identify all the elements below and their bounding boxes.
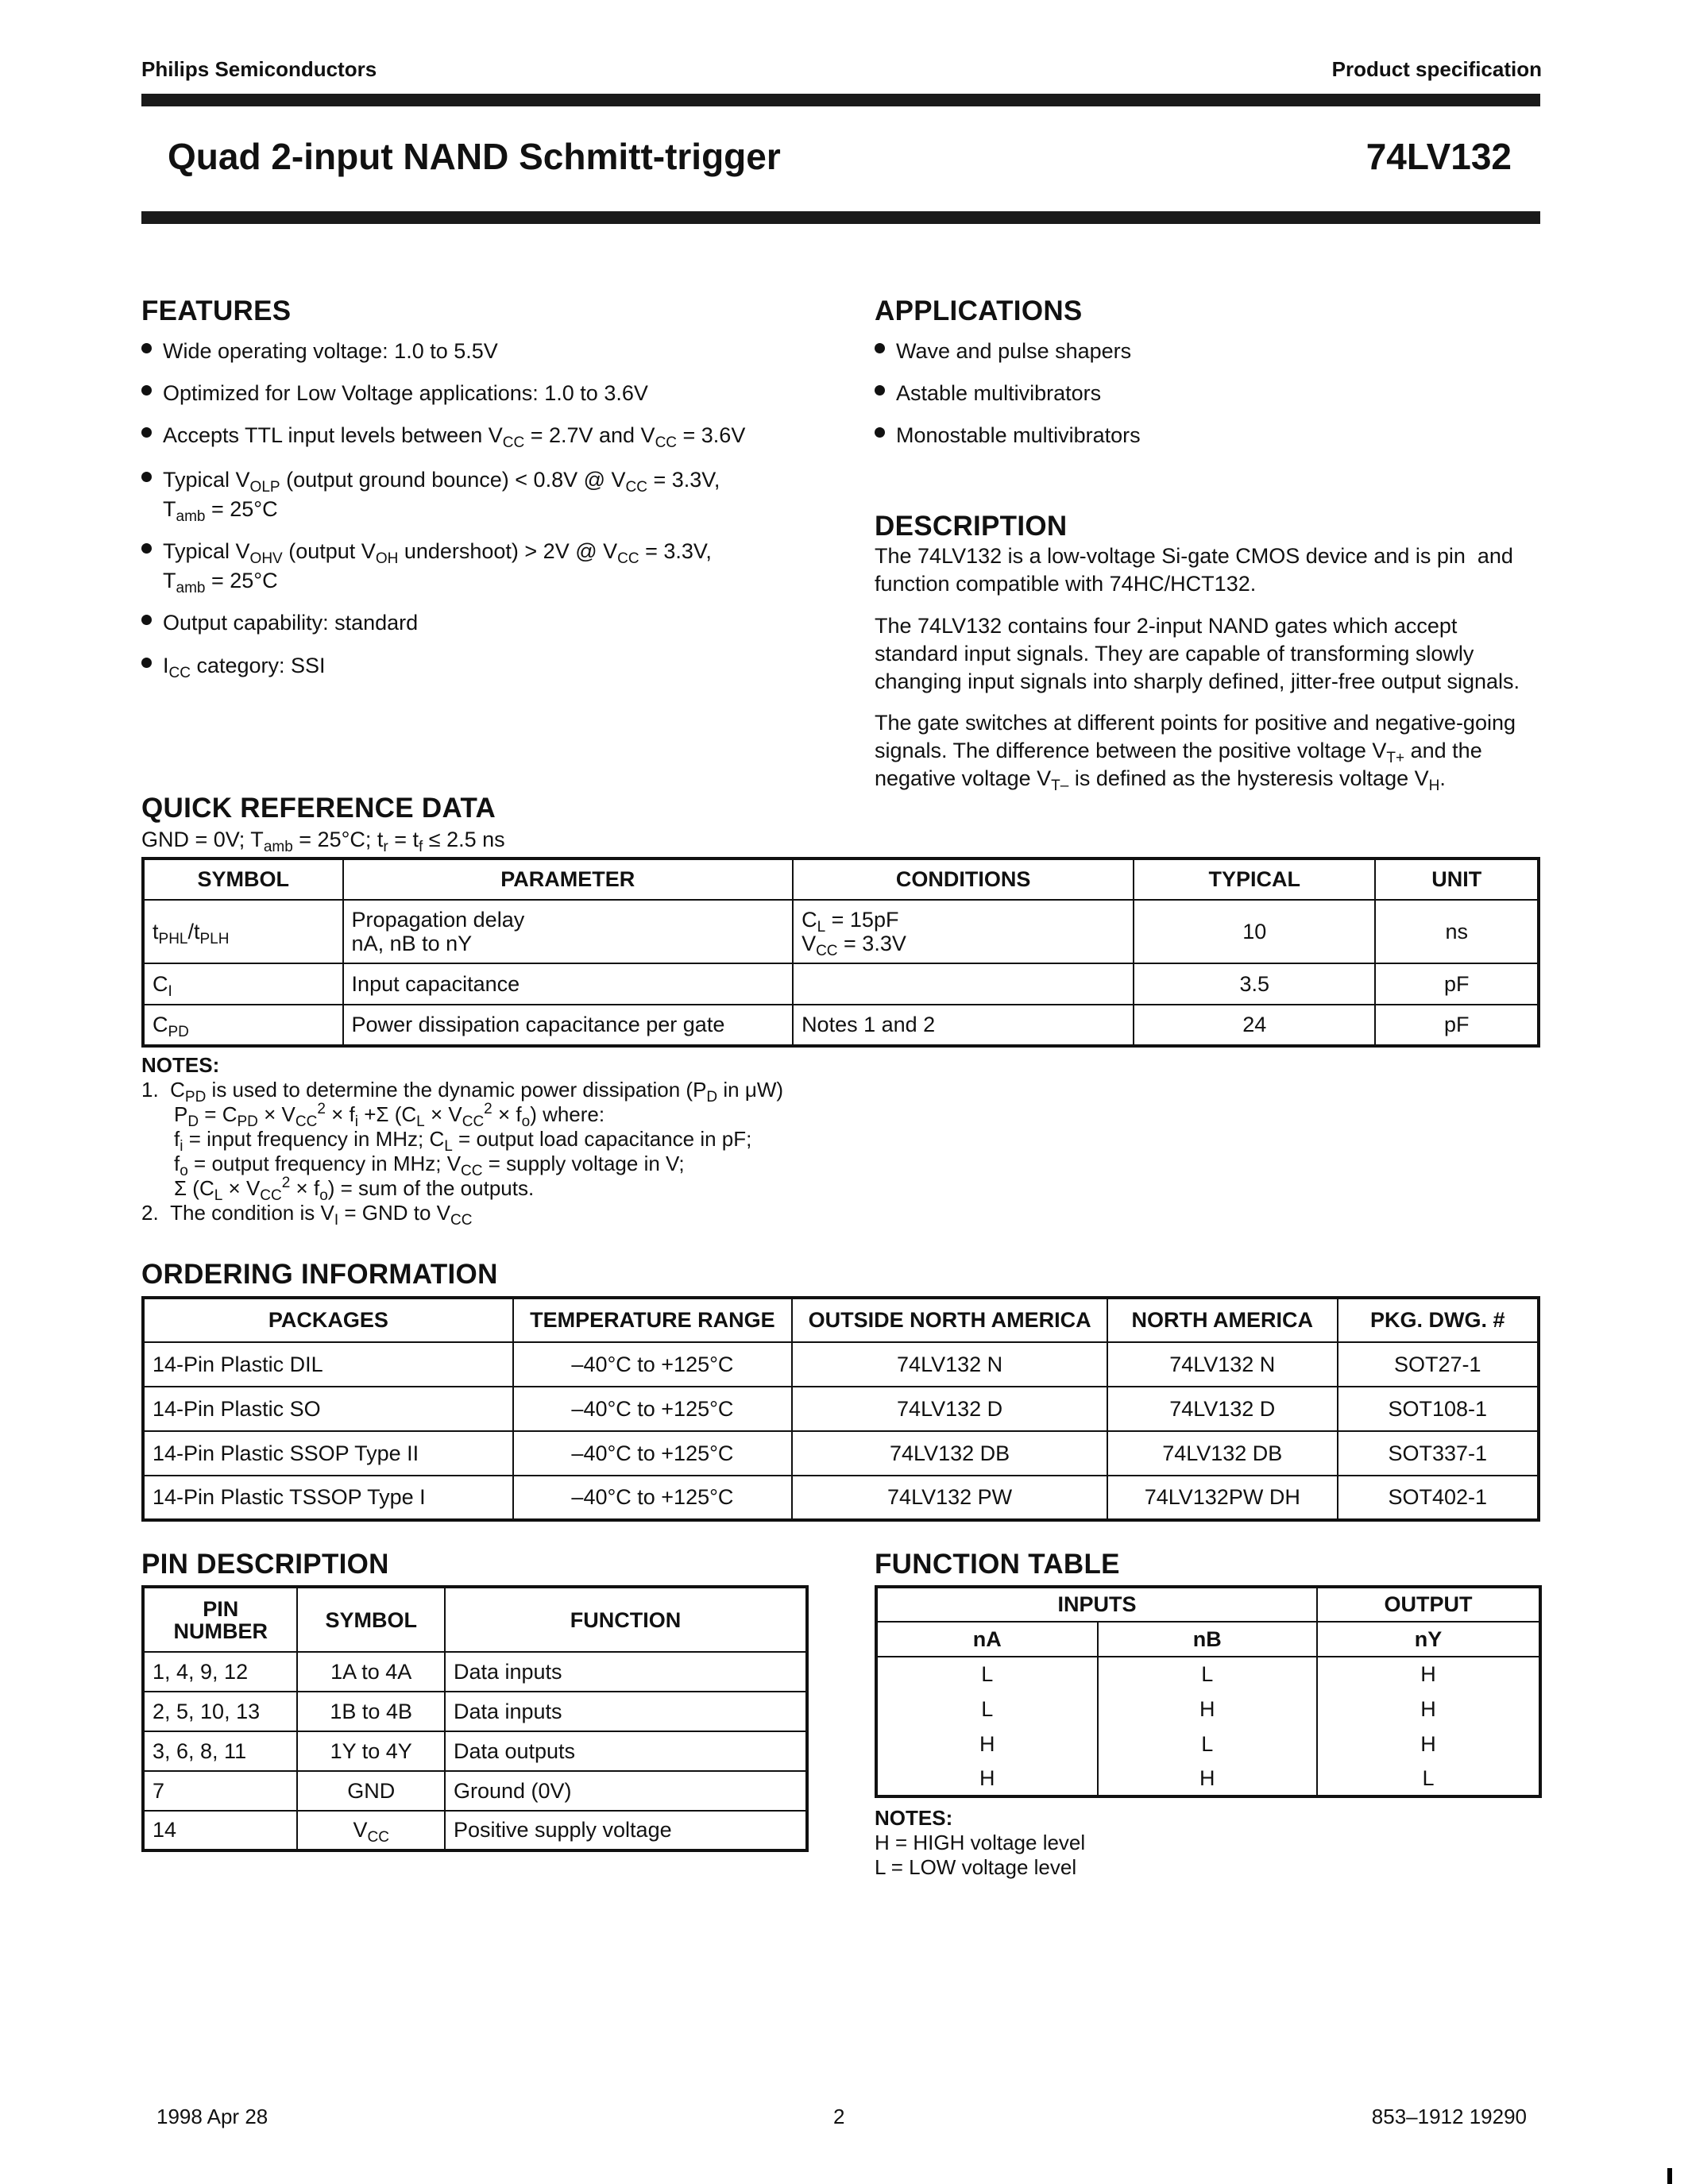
table-row bbox=[143, 1342, 1539, 1387]
bullet-icon bbox=[141, 343, 152, 353]
outside-na-cell: 74LV132 D bbox=[792, 1387, 1107, 1431]
description-heading: DESCRIPTION bbox=[875, 511, 1068, 542]
function-table bbox=[875, 1585, 1542, 1798]
column-header: PACKAGES bbox=[143, 1298, 513, 1342]
ordering-table bbox=[141, 1296, 1540, 1522]
outside-na-cell: 74LV132 DB bbox=[792, 1431, 1107, 1476]
inputs-group-header: INPUTS bbox=[876, 1587, 1317, 1622]
title-rule bbox=[141, 211, 1540, 224]
bullet-icon bbox=[141, 658, 152, 668]
na-cell: 74LV132 DB bbox=[1107, 1431, 1337, 1476]
column-header: nB bbox=[1098, 1622, 1318, 1657]
column-header: nA bbox=[876, 1622, 1098, 1657]
symbol-cell: $C_I$ bbox=[143, 963, 343, 1005]
column-header: PARAMETER bbox=[343, 859, 794, 900]
outside-na-cell: 74LV132 N bbox=[792, 1342, 1107, 1387]
conditions-cell: Notes 1 and 2 bbox=[793, 1005, 1134, 1046]
bullet-icon bbox=[141, 427, 152, 438]
input-b-cell: L bbox=[1098, 1657, 1318, 1692]
applications-heading: APPLICATIONS bbox=[875, 295, 1083, 326]
temperature-cell: –40°C to +125°C bbox=[513, 1387, 792, 1431]
note-item: $P_D = C_{PD} \times V_{CC}^2 \times f_i +\Sigma$ $(C_L \times V_{CC}^2 \times f_o)$ where: bbox=[174, 1101, 605, 1130]
parameter-cell: Propagation delay nA, nB to nY bbox=[343, 900, 794, 963]
column-header: FUNCTION bbox=[445, 1587, 807, 1652]
table-row bbox=[876, 1692, 1540, 1727]
outside-na-cell: 74LV132 PW bbox=[792, 1476, 1107, 1520]
table-row bbox=[143, 1811, 807, 1850]
input-a-cell: L bbox=[876, 1657, 1098, 1692]
input-a-cell: H bbox=[876, 1761, 1098, 1796]
features-heading: FEATURES bbox=[141, 295, 292, 326]
function-note-item: L = LOW voltage level bbox=[875, 1855, 1077, 1879]
note-item: Σ $(C_L \times V_{CC}^2 \times f_o)$ = sum of the outputs. bbox=[174, 1175, 535, 1204]
part-number: 74LV132 bbox=[1365, 136, 1512, 177]
parameter-cell: Power dissipation capacitance per gate bbox=[343, 1005, 794, 1046]
feature-item: $I_{CC}$ category: SSI bbox=[163, 654, 326, 681]
output-cell: H bbox=[1317, 1692, 1540, 1727]
package-cell: 14-Pin Plastic TSSOP Type I bbox=[143, 1476, 513, 1520]
description-paragraph: The 74LV132 is a low-voltage Si-gate CMOS device and is pin and function compatible with 74HC/HCT132. bbox=[875, 544, 1513, 596]
temperature-cell: –40°C to +125°C bbox=[513, 1476, 792, 1520]
table-row bbox=[143, 1731, 807, 1771]
bullet-icon bbox=[875, 427, 885, 438]
pin-number-cell: 14 bbox=[143, 1811, 297, 1850]
table-row bbox=[143, 1771, 807, 1811]
output-cell: H bbox=[1317, 1657, 1540, 1692]
description-paragraph: The 74LV132 contains four 2-input NAND gates which accept standard input signals. They are capable of transforming slowly changing input signals into sharply defined, jitter-free output signals. bbox=[875, 614, 1520, 693]
column-header: PKG. DWG. # bbox=[1338, 1298, 1539, 1342]
quick-reference-conditions: GND = 0V; $T_{amb} = 25^\circ C$; $t_r = t_f \le 2.5$ ns bbox=[141, 828, 505, 855]
column-header: SYMBOL bbox=[143, 859, 343, 900]
table-row bbox=[876, 1727, 1540, 1761]
feature-item: Output capability: standard bbox=[163, 611, 419, 635]
function-note-item: H = HIGH voltage level bbox=[875, 1831, 1086, 1854]
pkg-dwg-cell: SOT337-1 bbox=[1338, 1431, 1539, 1476]
note-item: $f_o$ = output frequency in MHz; $V_{CC}$ = supply voltage in V; bbox=[174, 1152, 685, 1179]
pin-description-table bbox=[141, 1585, 809, 1852]
pin-symbol-cell: 1Y to 4Y bbox=[297, 1731, 445, 1771]
pin-function-cell: Data inputs bbox=[445, 1692, 807, 1731]
column-header: SYMBOL bbox=[297, 1587, 445, 1652]
input-a-cell: L bbox=[876, 1692, 1098, 1727]
output-cell: H bbox=[1317, 1727, 1540, 1761]
company-name: Philips Semiconductors bbox=[141, 57, 377, 81]
application-item: Wave and pulse shapers bbox=[896, 339, 1132, 363]
page-title: Quad 2-input NAND Schmitt-trigger bbox=[168, 136, 781, 177]
input-a-cell: H bbox=[876, 1727, 1098, 1761]
table-row bbox=[143, 1387, 1539, 1431]
conditions-cell bbox=[793, 963, 1134, 1005]
footer-doc-code: 853–1912 19290 bbox=[1371, 2105, 1527, 2128]
column-header: UNIT bbox=[1375, 859, 1539, 900]
pkg-dwg-cell: SOT108-1 bbox=[1338, 1387, 1539, 1431]
footer-date: 1998 Apr 28 bbox=[156, 2105, 268, 2128]
typical-cell: 10 bbox=[1134, 900, 1375, 963]
column-header: TYPICAL bbox=[1134, 859, 1375, 900]
feature-item: Optimized for Low Voltage applications: 1.0 to 3.6V bbox=[163, 381, 648, 405]
pin-number-cell: 7 bbox=[143, 1771, 297, 1811]
pin-symbol-cell: 1B to 4B bbox=[297, 1692, 445, 1731]
pin-function-cell: Ground (0V) bbox=[445, 1771, 807, 1811]
table-row bbox=[143, 1476, 1539, 1520]
conditions-cell: $C_L = 15pF$ $V_{CC} = 3.3V$ bbox=[793, 900, 1134, 963]
package-cell: 14-Pin Plastic SO bbox=[143, 1387, 513, 1431]
function-table-heading: FUNCTION TABLE bbox=[875, 1549, 1120, 1580]
column-header: nY bbox=[1317, 1622, 1540, 1657]
pin-function-cell: Positive supply voltage bbox=[445, 1811, 807, 1850]
table-header-row bbox=[143, 1587, 807, 1652]
temperature-cell: –40°C to +125°C bbox=[513, 1342, 792, 1387]
column-header: PIN NUMBER bbox=[143, 1587, 297, 1652]
table-row bbox=[143, 1652, 807, 1692]
pin-symbol-cell: GND bbox=[297, 1771, 445, 1811]
unit-cell: pF bbox=[1375, 963, 1539, 1005]
ordering-heading: ORDERING INFORMATION bbox=[141, 1259, 498, 1290]
table-row bbox=[143, 1005, 1539, 1046]
table-row bbox=[143, 1692, 807, 1731]
temperature-cell: –40°C to +125°C bbox=[513, 1431, 792, 1476]
na-cell: 74LV132 N bbox=[1107, 1342, 1337, 1387]
pin-symbol-cell: 1A to 4A bbox=[297, 1652, 445, 1692]
pin-function-cell: Data inputs bbox=[445, 1652, 807, 1692]
input-b-cell: H bbox=[1098, 1761, 1318, 1796]
column-header: NORTH AMERICA bbox=[1107, 1298, 1337, 1342]
package-cell: 14-Pin Plastic DIL bbox=[143, 1342, 513, 1387]
pin-number-cell: 3, 6, 8, 11 bbox=[143, 1731, 297, 1771]
pin-description-heading: PIN DESCRIPTION bbox=[141, 1549, 389, 1580]
package-cell: 14-Pin Plastic SSOP Type II bbox=[143, 1431, 513, 1476]
unit-cell: ns bbox=[1375, 900, 1539, 963]
input-b-cell: L bbox=[1098, 1727, 1318, 1761]
bullet-icon bbox=[141, 472, 152, 482]
crop-mark-icon bbox=[1667, 2168, 1688, 2184]
column-header: OUTSIDE NORTH AMERICA bbox=[792, 1298, 1107, 1342]
bullet-icon bbox=[141, 615, 152, 625]
application-item: Astable multivibrators bbox=[896, 381, 1102, 405]
feature-item: Wide operating voltage: 1.0 to 5.5V bbox=[163, 339, 498, 363]
quick-reference-heading: QUICK REFERENCE DATA bbox=[141, 793, 496, 824]
pin-number-cell: 1, 4, 9, 12 bbox=[143, 1652, 297, 1692]
top-rule bbox=[141, 94, 1540, 106]
table-header-row bbox=[143, 1298, 1539, 1342]
table-row bbox=[143, 963, 1539, 1005]
output-cell: L bbox=[1317, 1761, 1540, 1796]
function-notes-heading: NOTES: bbox=[875, 1806, 953, 1830]
table-row bbox=[876, 1761, 1540, 1796]
output-group-header: OUTPUT bbox=[1317, 1587, 1540, 1622]
unit-cell: pF bbox=[1375, 1005, 1539, 1046]
feature-item: Typical $V_{OLP}$ (output ground bounce) < 0.8V @ $V_{CC} = 3.3V$, $T_{amb} = 25^\circ C$ bbox=[163, 468, 720, 525]
footer-page-number: 2 bbox=[833, 2105, 845, 2128]
symbol-cell: $C_{PD}$ bbox=[143, 1005, 343, 1046]
typical-cell: 24 bbox=[1134, 1005, 1375, 1046]
bullet-icon bbox=[875, 385, 885, 396]
table-header-row bbox=[876, 1587, 1540, 1622]
note-item: 1. $C_{PD}$ is used to determine the dynamic power dissipation ($P_D$ in μW) bbox=[141, 1078, 784, 1106]
note-item: $f_i$ = input frequency in MHz; $C_L$ = output load capacitance in pF; bbox=[174, 1127, 752, 1155]
column-header: TEMPERATURE RANGE bbox=[513, 1298, 792, 1342]
typical-cell: 3.5 bbox=[1134, 963, 1375, 1005]
na-cell: 74LV132PW DH bbox=[1107, 1476, 1337, 1520]
note-item: 2. The condition is $V_I$ = GND to $V_{CC}$ bbox=[141, 1201, 473, 1229]
bullet-icon bbox=[875, 343, 885, 353]
feature-item: Accepts TTL input levels between $V_{CC} = 2.7V$ and $V_{CC} = 3.6V$ bbox=[163, 423, 746, 451]
feature-item: Typical $V_{OHV}$ (output $V_{OH}$ undershoot) > 2V @ $V_{CC} = 3.3V$, $T_{amb} = 25^\circ C$ bbox=[163, 539, 712, 596]
pin-function-cell: Data outputs bbox=[445, 1731, 807, 1771]
na-cell: 74LV132 D bbox=[1107, 1387, 1337, 1431]
bullet-icon bbox=[141, 543, 152, 554]
bullet-icon bbox=[141, 385, 152, 396]
quick-reference-table bbox=[141, 857, 1540, 1048]
parameter-cell: Input capacitance bbox=[343, 963, 794, 1005]
column-header: CONDITIONS bbox=[793, 859, 1134, 900]
table-row bbox=[876, 1657, 1540, 1692]
table-row bbox=[143, 900, 1539, 963]
symbol-cell: $t_{PHL}/t_{PLH}$ bbox=[143, 900, 343, 963]
table-row bbox=[143, 1431, 1539, 1476]
table-header-row bbox=[876, 1622, 1540, 1657]
table-header-row bbox=[143, 859, 1539, 900]
pin-symbol-cell: $V_{CC}$ bbox=[297, 1811, 445, 1850]
pkg-dwg-cell: SOT27-1 bbox=[1338, 1342, 1539, 1387]
notes-heading: NOTES: bbox=[141, 1053, 220, 1077]
pkg-dwg-cell: SOT402-1 bbox=[1338, 1476, 1539, 1520]
application-item: Monostable multivibrators bbox=[896, 423, 1141, 447]
description-paragraph: The gate switches at different points for positive and negative-going signals. The difference between the positive voltage $V_{T+}$ and the negative voltage $V_{T-}$ is defined as the hysteresis voltage $V_H$. bbox=[875, 711, 1516, 794]
pin-number-cell: 2, 5, 10, 13 bbox=[143, 1692, 297, 1731]
doc-type: Product specification bbox=[1331, 57, 1542, 81]
input-b-cell: H bbox=[1098, 1692, 1318, 1727]
